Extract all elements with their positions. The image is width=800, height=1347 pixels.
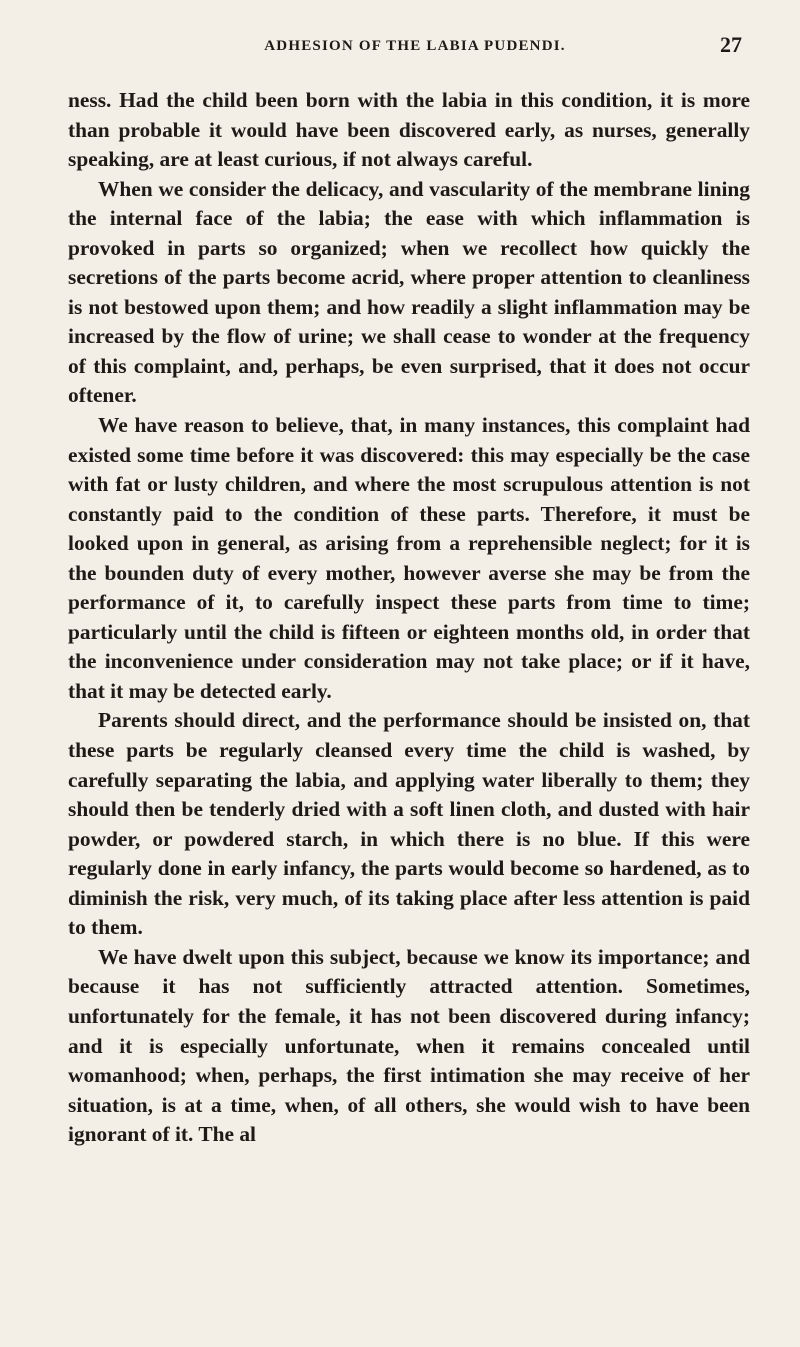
- running-title: ADHESION OF THE LABIA PUDENDI.: [264, 38, 566, 54]
- paragraph-continuation: ness. Had the child been born with the labia in this condition, it is more than probable it would have been discovered early, as nurses, generally speaking, are at least curious, if not always careful.: [68, 88, 750, 172]
- paragraph: Parents should direct, and the performance should be insisted on, that these parts be regularly cleansed every time the child is washed, by carefully separating the labia, and applying water liberally to them; they should then be tenderly dried with a soft linen cloth, and dusted with hair powder, or powdered starch, in which there is no blue. If this were regularly done in early infancy, the parts would become so hardened, as to diminish the risk, very much, of its taking place after less attention is paid to them.: [68, 708, 750, 940]
- body-text: [68, 86, 750, 1150]
- paragraph: When we consider the delicacy, and vascularity of the membrane lining the internal face of the labia; the ease with which inflammation is provoked in parts so organized; when we recollect how quickly the secretions of the parts become acrid, where proper attention to cleanliness is not bestowed upon them; and how readily a slight inflammation may be increased by the flow of urine; we shall cease to wonder at the frequency of this complaint, and, perhaps, be even surprised, that it does not occur oftener.: [68, 176, 750, 408]
- paragraph: We have reason to believe, that, in many instances, this complaint had existed some time before it was discovered: this may especially be the case with fat or lusty children, and where the most scrupulous attention is not constantly paid to the condition of these parts. Therefore, it must be looked upon in general, as arising from a reprehensible neglect; for it is the bounden duty of every mother, however averse she may be from the performance of it, to carefully inspect these parts from time to time; particularly until the child is fifteen or eighteen months old, in order that the inconvenience under consideration may not take place; or if it have, that it may be detected early.: [68, 413, 750, 703]
- page-number: 27: [720, 32, 742, 57]
- paragraph: We have dwelt upon this subject, because we know its importance; and because it has not sufficiently attracted attention. Sometimes, unfortunately for the female, it has not been discovered during infancy; and it is especially unfortunate, when it remains concealed until womanhood; when, perhaps, the first intimation she may receive of her situation, is at a time, when, of all others, she would wish to have been ignorant of it. The al: [68, 944, 750, 1147]
